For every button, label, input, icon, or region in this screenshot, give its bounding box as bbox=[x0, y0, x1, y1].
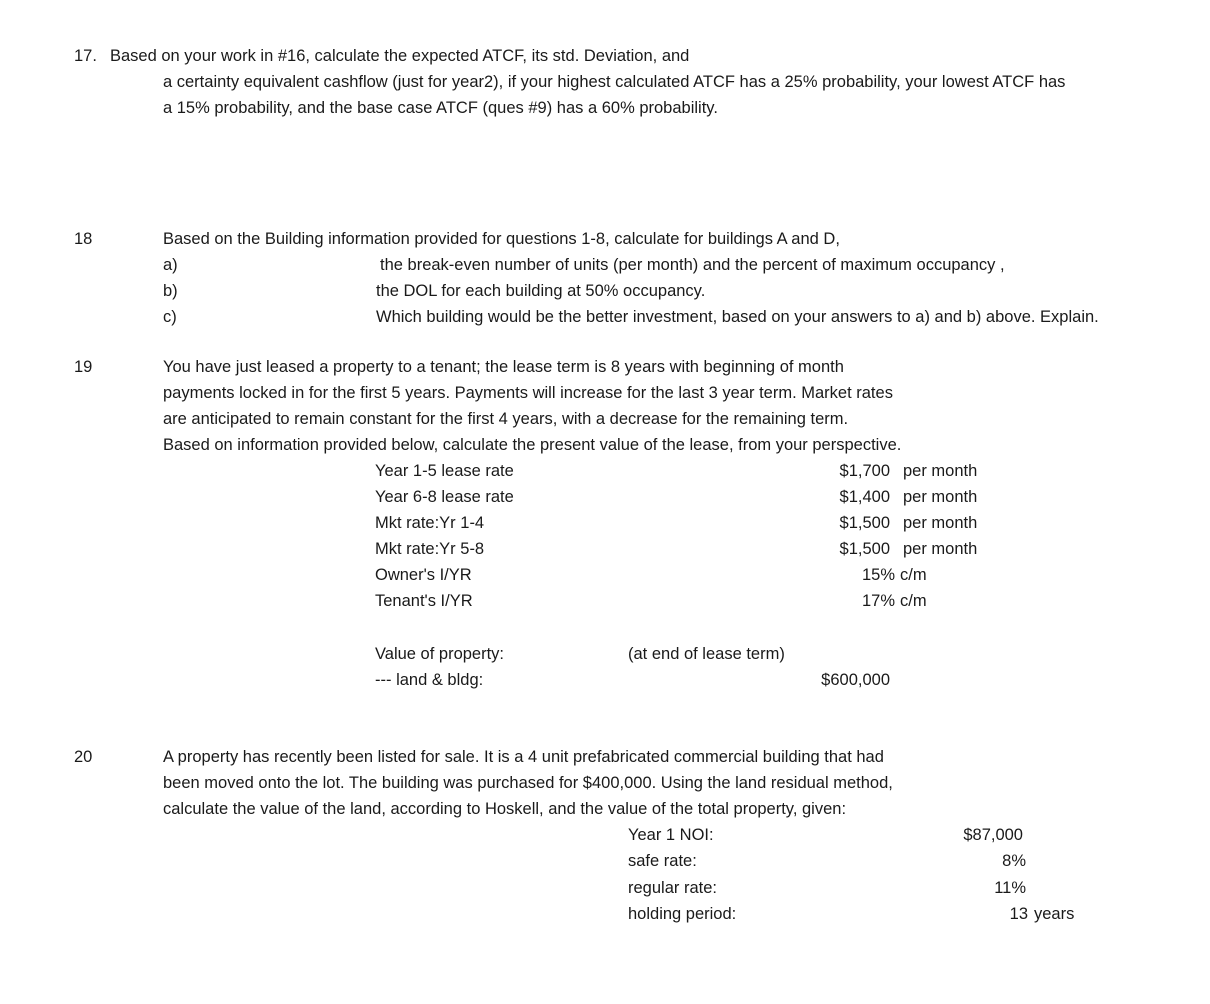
q19-row-unit: per month bbox=[903, 488, 978, 506]
q20-row-value: 11% bbox=[994, 879, 1026, 897]
q19-row-label: Tenant's I/YR bbox=[375, 592, 473, 610]
q20-row-label: holding period: bbox=[628, 905, 737, 923]
q19-line-1: You have just leased a property to a tenant; the lease term is 8 years with beginning of month bbox=[163, 358, 844, 376]
q18-number: 18 bbox=[74, 230, 93, 248]
q19-row-value: $1,500 bbox=[839, 514, 890, 532]
q19-row-label: Year 6-8 lease rate bbox=[375, 488, 514, 506]
q17-line-3: a 15% probability, and the base case ATCF (ques #9) has a 60% probability. bbox=[163, 99, 718, 117]
q19-row-value: 17% bbox=[861, 592, 895, 610]
q18-part-c-label: c) bbox=[163, 308, 177, 326]
q18-part-c-text: Which building would be the better investment, based on your answers to a) and b) above. Explain. bbox=[376, 308, 1099, 326]
q18-part-b-label: b) bbox=[163, 282, 178, 300]
q18-part-b-text: the DOL for each building at 50% occupancy. bbox=[376, 282, 706, 300]
q20-row-value: 8% bbox=[1002, 852, 1026, 870]
q19-row-unit: per month bbox=[903, 540, 978, 558]
q19-land-label: --- land & bldg: bbox=[375, 671, 484, 689]
q19-row-unit: per month bbox=[903, 514, 978, 532]
q19-land-value: $600,000 bbox=[821, 671, 890, 689]
q19-row-label: Year 1-5 lease rate bbox=[375, 462, 514, 480]
q18-part-a-label: a) bbox=[163, 256, 178, 274]
q20-number: 20 bbox=[74, 748, 93, 766]
q20-line-3: calculate the value of the land, according to Hoskell, and the value of the total property, given: bbox=[163, 800, 847, 818]
q19-row-label: Mkt rate:Yr 5-8 bbox=[375, 540, 485, 558]
q18-intro: Based on the Building information provided for questions 1-8, calculate for buildings A and D, bbox=[163, 230, 840, 248]
q19-row-label: Owner's I/YR bbox=[375, 566, 472, 584]
q19-row-value: 15% bbox=[861, 566, 895, 584]
q18-part-a-text: the break-even number of units (per month) and the percent of maximum occupancy , bbox=[380, 256, 1005, 274]
q19-number: 19 bbox=[74, 358, 93, 376]
q19-line-2: payments locked in for the first 5 years. Payments will increase for the last 3 year term. Market rates bbox=[163, 384, 893, 402]
q19-property-label: Value of property: bbox=[375, 645, 505, 663]
q19-row-unit: c/m bbox=[900, 566, 927, 584]
q20-line-2: been moved onto the lot. The building was purchased for $400,000. Using the land residual method, bbox=[163, 774, 893, 792]
q20-line-1: A property has recently been listed for sale. It is a 4 unit prefabricated commercial building that had bbox=[163, 748, 884, 766]
q20-row-unit: years bbox=[1034, 905, 1075, 923]
q20-row-label: Year 1 NOI: bbox=[628, 826, 714, 844]
q20-row-value: $87,000 bbox=[963, 826, 1023, 844]
q19-row-unit: per month bbox=[903, 462, 978, 480]
q17-number: 17. bbox=[74, 47, 97, 65]
q19-row-label: Mkt rate:Yr 1-4 bbox=[375, 514, 485, 532]
q17-line-2: a certainty equivalent cashflow (just for year2), if your highest calculated ATCF has a 25% probability, your lowest ATCF has bbox=[163, 73, 1066, 91]
q19-row-value: $1,400 bbox=[839, 488, 890, 506]
q19-line-4: Based on information provided below, calculate the present value of the lease, from your perspective. bbox=[163, 436, 902, 454]
q17-line-1: Based on your work in #16, calculate the expected ATCF, its std. Deviation, and bbox=[110, 47, 690, 65]
q19-row-unit: c/m bbox=[900, 592, 927, 610]
q20-row-label: safe rate: bbox=[628, 852, 697, 870]
q19-line-3: are anticipated to remain constant for the first 4 years, with a decrease for the remaining term. bbox=[163, 410, 849, 428]
q19-property-note: (at end of lease term) bbox=[628, 645, 785, 663]
q19-row-value: $1,500 bbox=[839, 540, 890, 558]
q20-row-label: regular rate: bbox=[628, 879, 717, 897]
q19-row-value: $1,700 bbox=[839, 462, 890, 480]
q20-row-value: 13 bbox=[1009, 905, 1028, 923]
